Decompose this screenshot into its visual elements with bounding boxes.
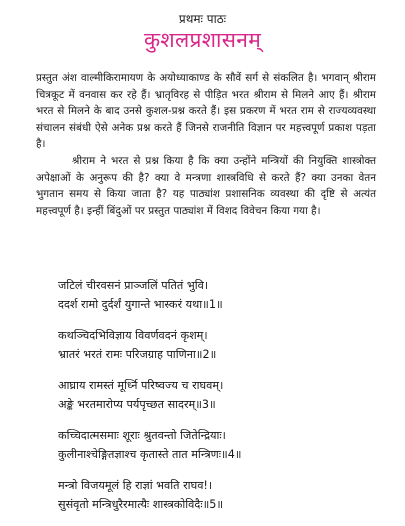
verse-line: भ्रातरं भरतं रामः परिजग्राह पाणिना॥2॥ <box>58 348 217 361</box>
intro-paragraph: प्रस्तुत अंश वाल्मीकिरामायण के अयोध्याकाण्ड के सौवें सर्ग से संकलित है। भगवान् श्रीराम चित्रकूट में वनवास कर रहे हैं। भ्रातृविरह से पीड़ित भरत श्रीराम से मिलने आए हैं। श्रीराम भरत से मिलने के बाद उनसे कुशल-प्रश्न करते हैं। इस प्रकरण में भरत राम से राज्यव्यवस्था संचालन संबंधी ऐसे अनेक प्रश्न करते हैं जिनसे राजनीति विज्ञान पर महत्त्वपूर्ण प्रकाश पड़ता है। <box>36 72 376 151</box>
verse-5 <box>58 476 388 514</box>
lesson-number: प्रथमः पाठः <box>178 12 227 26</box>
verse-line: अङ्के भरतमारोप्य पर्यपृच्छत सादरम्॥3॥ <box>58 398 216 411</box>
intro-paragraph: श्रीराम ने भरत से प्रश्न किया है कि क्या उन्होंने मन्त्रियों की नियुक्ति शास्त्रोक्त अपेक्षाओं के अनुरूप की है? क्या वे मन्त्रणा शास्त्रविधि से करते हैं? क्या उनका वेतन भुगतान समय से किया जाता है? यह पाठ्यांश प्रशासनिक व्यवस्था की दृष्टि से अत्यंत महत्त्वपूर्ण है। इन्हीं बिंदुओं पर प्रस्तुत पाठ्यांश में विशद विवेचन किया गया है। <box>36 154 376 217</box>
verse-line: कथञ्चिदभिविज्ञाय विवर्णवदनं कृशम्। <box>58 329 208 342</box>
verse-line: ददर्श रामो दुर्दर्शं युगान्ते भास्करं यथा॥1॥ <box>58 298 223 311</box>
verse-2 <box>58 326 388 364</box>
verse-4 <box>58 426 388 464</box>
lesson-title: कुशलप्रशासनम् <box>143 28 262 52</box>
verse-1 <box>58 276 388 314</box>
verse-line: कच्चिदात्मसमाः शूराः श्रुतवन्तो जितेन्द्रियाः। <box>58 429 226 442</box>
verse-section <box>58 276 388 526</box>
verse-line: आघ्राय रामस्तं मूर्ध्नि परिष्वज्य च राघवम्। <box>58 379 224 392</box>
intro-section <box>36 70 376 219</box>
verse-line: कुलीनाश्चेङ्गितज्ञाश्च कृतास्ते तात मन्त्रिणः॥4॥ <box>58 448 242 461</box>
verse-line: सुसंवृतो मन्त्रिधुरैरमात्यैः शास्त्रकोविदैः॥5॥ <box>58 498 224 511</box>
verse-line: मन्त्रो विजयमूलं हि राज्ञां भवति राघव!। <box>58 479 213 492</box>
verse-line: जटिलं चीरवसनं प्राञ्जलिं पतितं भुवि। <box>58 279 209 292</box>
verse-3 <box>58 376 388 414</box>
